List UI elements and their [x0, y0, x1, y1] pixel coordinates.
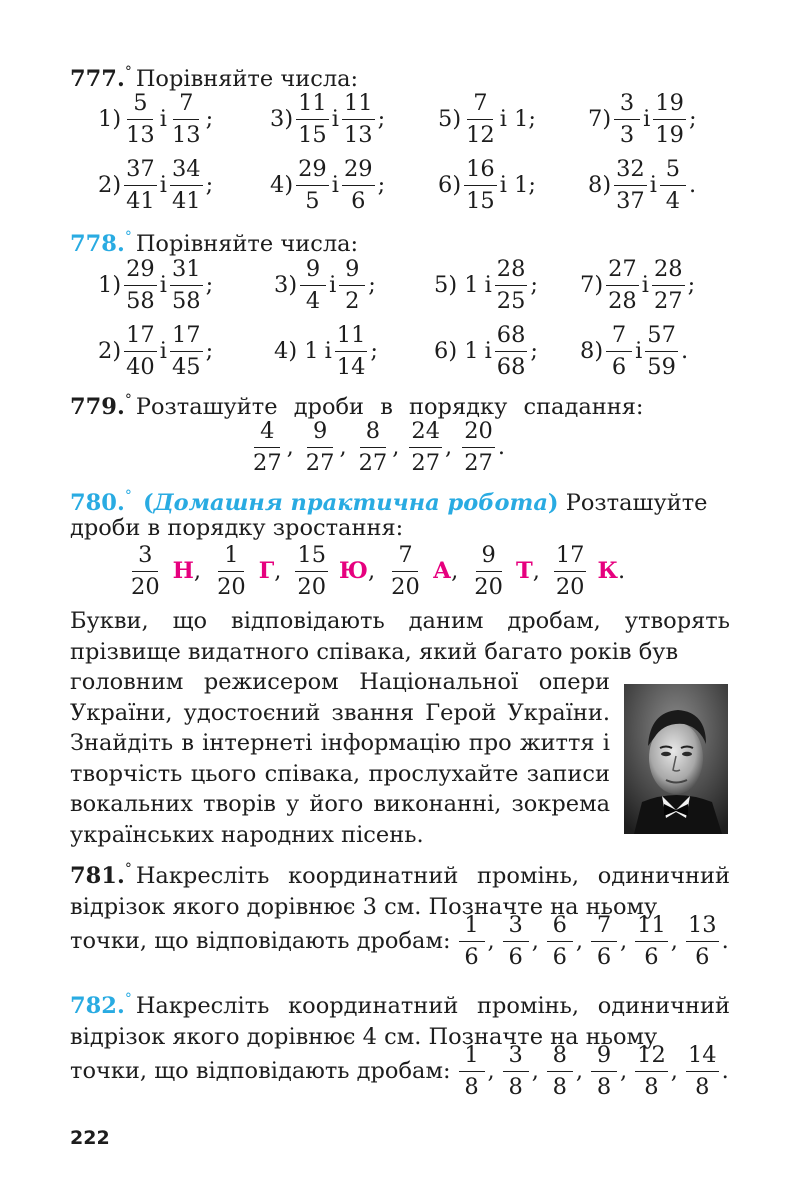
conjunction: і — [159, 338, 167, 364]
fraction — [554, 544, 587, 598]
denominator: 27 — [305, 449, 335, 476]
numerator: 24 — [409, 420, 442, 448]
denominator: 27 — [358, 449, 388, 476]
numerator: 34 — [170, 158, 203, 186]
punctuation: ; — [528, 106, 536, 132]
comparison-item — [580, 324, 688, 378]
punctuation: , — [368, 558, 376, 584]
practical-work-title: Домашня практична робота — [153, 490, 548, 516]
numerator: 8 — [360, 420, 386, 448]
numerator: 29 — [124, 258, 157, 286]
fraction — [606, 324, 632, 378]
exercise-number: 779. — [70, 394, 125, 420]
comparison-item — [438, 92, 536, 146]
denominator: 27 — [411, 449, 441, 476]
fraction — [614, 158, 647, 212]
punctuation: . — [688, 172, 697, 198]
punctuation: ; — [205, 106, 214, 132]
comparison-item — [98, 158, 213, 212]
fraction — [591, 914, 617, 968]
fraction — [170, 258, 203, 312]
fraction — [495, 324, 528, 378]
denominator: 20 — [297, 573, 327, 600]
numerator: 11 — [335, 324, 368, 352]
denominator: 15 — [466, 187, 495, 214]
punctuation: , — [575, 928, 583, 954]
singer-portrait-photo — [624, 684, 728, 834]
item-label: 4) 1 — [274, 338, 319, 364]
numerator: 9 — [476, 544, 502, 572]
item-label: 1) — [98, 106, 122, 132]
numerator: 3 — [503, 914, 529, 942]
numerator: 5 — [660, 158, 686, 186]
fraction — [606, 258, 639, 312]
fraction — [296, 92, 329, 146]
numerator: 13 — [686, 914, 719, 942]
comparison-item — [588, 158, 696, 212]
numerator: 3 — [614, 92, 640, 120]
fraction — [459, 1044, 485, 1098]
denominator: 4 — [305, 287, 321, 314]
numerator: 11 — [296, 92, 329, 120]
comparison-item — [588, 92, 697, 146]
fraction — [124, 258, 157, 312]
numerator: 31 — [170, 258, 203, 286]
comparison-item — [98, 324, 213, 378]
fraction — [686, 1044, 719, 1098]
denominator: 15 — [298, 121, 327, 148]
punctuation: , — [575, 1058, 583, 1084]
numerator: 1 — [218, 544, 244, 572]
denominator: 8 — [464, 1073, 479, 1100]
denominator: 20 — [131, 573, 160, 600]
fraction — [124, 324, 157, 378]
exercise-778-heading — [70, 217, 358, 257]
numerator: 7 — [467, 92, 493, 120]
exercise-777-heading — [70, 52, 358, 92]
exercise-text: Порівняйте числа: — [135, 231, 359, 257]
punctuation: , — [339, 434, 347, 460]
open-paren: ( — [142, 490, 154, 516]
fraction — [295, 544, 328, 598]
punctuation: , — [286, 434, 294, 460]
numerator: 1 — [459, 1044, 485, 1072]
fraction — [129, 544, 162, 598]
denominator: 13 — [126, 121, 155, 148]
letter: Ю — [339, 558, 369, 584]
numerator: 68 — [495, 324, 528, 352]
numerator: 17 — [554, 544, 587, 572]
fraction — [503, 914, 529, 968]
punctuation: ; — [377, 106, 386, 132]
numerator: 11 — [635, 914, 668, 942]
punctuation: , — [531, 928, 539, 954]
numerator: 7 — [173, 92, 199, 120]
exercise-780-line2: дроби в порядку зростання: — [70, 515, 404, 541]
numerator: 28 — [495, 258, 528, 286]
denominator: 8 — [596, 1073, 612, 1100]
conjunction: і — [159, 272, 167, 298]
exercise-781-fractions — [70, 914, 729, 968]
exercise-number: 780. — [70, 490, 125, 516]
numerator: 17 — [124, 324, 157, 352]
denominator: 20 — [217, 573, 246, 600]
numerator: 16 — [464, 158, 497, 186]
denominator: 20 — [555, 573, 585, 600]
letter: Г — [258, 558, 275, 584]
denominator: 19 — [655, 121, 684, 148]
fraction — [389, 544, 422, 598]
fraction — [547, 914, 573, 968]
numerator: 29 — [342, 158, 375, 186]
degree-mark: ° — [124, 991, 132, 1007]
punctuation: ; — [377, 172, 386, 198]
denominator: 25 — [496, 287, 526, 314]
denominator: 6 — [611, 353, 627, 380]
numerator: 27 — [606, 258, 639, 286]
denominator: 59 — [647, 353, 676, 380]
item-label: 1) — [98, 272, 122, 298]
denominator: 37 — [616, 187, 645, 214]
letter: Н — [172, 558, 194, 584]
denominator: 6 — [464, 943, 479, 970]
numerator: 7 — [392, 544, 418, 572]
punctuation: ; — [368, 272, 376, 298]
fraction — [686, 914, 719, 968]
denominator: 8 — [695, 1073, 710, 1100]
numerator: 11 — [342, 92, 375, 120]
denominator: 20 — [474, 573, 503, 600]
numerator: 6 — [547, 914, 573, 942]
denominator: 20 — [391, 573, 420, 600]
conjunction: і — [329, 272, 337, 298]
fraction — [645, 324, 678, 378]
numerator: 19 — [653, 92, 686, 120]
denominator: 8 — [644, 1073, 659, 1100]
item-label: 5) — [438, 106, 462, 132]
conjunction: і — [159, 106, 167, 132]
exercise-text: Розташуйте дроби в порядку спадання: — [135, 394, 644, 420]
comparison-item — [274, 324, 378, 378]
punctuation: . — [721, 928, 729, 954]
punctuation: ; — [205, 172, 214, 198]
numerator: 29 — [296, 158, 329, 186]
denominator: 8 — [508, 1073, 523, 1100]
exercise-782-text — [70, 984, 730, 1052]
comparison-item — [580, 258, 695, 312]
fraction — [215, 544, 248, 598]
punctuation: , — [274, 558, 282, 584]
punctuation: . — [617, 558, 626, 584]
punctuation: , — [670, 928, 678, 954]
punctuation: . — [721, 1058, 729, 1084]
numerator: 9 — [300, 258, 326, 286]
denominator: 13 — [343, 121, 373, 148]
degree-mark: ° — [124, 229, 132, 245]
denominator: 8 — [552, 1073, 567, 1100]
numerator: 9 — [591, 1044, 617, 1072]
denominator: 68 — [496, 353, 526, 380]
denominator: 41 — [126, 187, 155, 214]
fraction — [124, 158, 157, 212]
fraction — [335, 324, 368, 378]
fraction — [660, 158, 686, 212]
denominator: 28 — [608, 287, 637, 314]
conjunction: і — [643, 106, 651, 132]
punctuation: , — [487, 1058, 495, 1084]
fraction — [170, 324, 203, 378]
denominator: 13 — [171, 121, 201, 148]
denominator: 27 — [653, 287, 683, 314]
numerator: 32 — [614, 158, 647, 186]
fraction — [652, 258, 685, 312]
fraction — [503, 1044, 529, 1098]
denominator: 6 — [695, 943, 710, 970]
item-label: 7) — [588, 106, 612, 132]
punctuation: , — [532, 558, 540, 584]
item-label: 2) — [98, 172, 122, 198]
fraction — [124, 92, 157, 146]
denominator: 6 — [351, 187, 366, 214]
exercise-text: Розташуйте — [565, 490, 708, 516]
numerator: 4 — [254, 420, 280, 448]
punctuation: ; — [370, 338, 378, 364]
numerator: 57 — [645, 324, 678, 352]
comparison-item — [98, 258, 213, 312]
punctuation: , — [193, 558, 202, 584]
denominator: 3 — [619, 121, 635, 148]
fraction — [300, 258, 326, 312]
fraction — [342, 158, 375, 212]
fraction — [357, 420, 390, 474]
fraction — [653, 92, 686, 146]
punctuation: ; — [528, 172, 536, 198]
punctuation: , — [487, 928, 495, 954]
letter: А — [432, 558, 452, 584]
numerator: 7 — [591, 914, 617, 942]
comparison-item — [270, 92, 385, 146]
conjunction: і 1 — [499, 106, 529, 132]
fraction — [614, 92, 640, 146]
punctuation: ; — [530, 338, 538, 364]
denominator: 58 — [126, 287, 155, 314]
fraction — [296, 158, 329, 212]
numerator: 12 — [635, 1044, 668, 1072]
item-label: 8) — [588, 172, 612, 198]
denominator: 6 — [644, 943, 659, 970]
punctuation: ; — [687, 272, 696, 298]
degree-mark: ° — [124, 488, 132, 504]
letter: Т — [515, 558, 533, 584]
exercise-number: 782. — [70, 993, 125, 1019]
numerator: 3 — [132, 544, 158, 572]
conjunction: і 1 — [499, 172, 529, 198]
exercise-780-paragraph-wrap: головним режисером Національної опери України, удостоєний звання Герой України. Знайдіть в інтернеті інформацію про життя і творчість цього співака, прослухайте записи вокальних творів у його виконанні, зокрема українських народних пісень. — [70, 669, 610, 848]
comparison-item — [270, 158, 385, 212]
fraction — [339, 258, 365, 312]
fraction — [251, 420, 284, 474]
fraction — [170, 92, 203, 146]
item-label: 5) 1 — [434, 272, 479, 298]
denominator: 4 — [665, 187, 681, 214]
denominator: 12 — [466, 121, 495, 148]
denominator: 45 — [171, 353, 201, 380]
comparison-item — [434, 324, 538, 378]
comparison-item — [274, 258, 376, 312]
numerator: 15 — [295, 544, 328, 572]
fraction-list — [248, 420, 505, 474]
punctuation: , — [445, 434, 453, 460]
numerator: 5 — [127, 92, 153, 120]
fraction — [495, 258, 528, 312]
fraction — [635, 1044, 668, 1098]
page-number: 222 — [70, 1127, 110, 1149]
denominator: 27 — [253, 449, 282, 476]
exercise-number: 777. — [70, 66, 125, 92]
item-label: 7) — [580, 272, 604, 298]
numerator: 37 — [124, 158, 157, 186]
fraction — [464, 92, 497, 146]
punctuation: , — [451, 558, 459, 584]
exercise-780-paragraph-top: Букви, що відповідають даним дробам, утворять прізвище видатного співака, який багато років був — [70, 608, 730, 665]
numerator: 9 — [307, 420, 333, 448]
fraction — [464, 158, 497, 212]
numerator: 1 — [459, 914, 485, 942]
fraction — [472, 544, 505, 598]
conjunction: і — [324, 338, 332, 364]
numerator: 8 — [547, 1044, 573, 1072]
item-label: 3) — [274, 272, 298, 298]
punctuation: ; — [688, 106, 697, 132]
letter: К — [597, 558, 618, 584]
fraction-lead-text: точки, що відповідають дробам: — [70, 1058, 451, 1084]
denominator: 40 — [126, 353, 155, 380]
conjunction: і — [484, 272, 492, 298]
conjunction: і — [159, 172, 167, 198]
denominator: 58 — [171, 287, 201, 314]
item-label: 3) — [270, 106, 294, 132]
item-label: 2) — [98, 338, 122, 364]
item-label: 6) 1 — [434, 338, 479, 364]
exercise-text: Накресліть координатний промінь, одиничний відрізок якого дорівнює 4 см. Позначте на ньому — [70, 993, 730, 1050]
punctuation: , — [670, 1058, 678, 1084]
exercise-779-heading — [70, 380, 730, 420]
punctuation: ; — [205, 272, 214, 298]
item-label: 6) — [438, 172, 462, 198]
exercise-text: Порівняйте числа: — [135, 66, 359, 92]
punctuation: . — [680, 338, 689, 364]
fraction — [409, 420, 442, 474]
item-label: 8) — [580, 338, 604, 364]
exercise-782-fractions — [70, 1044, 729, 1098]
denominator: 5 — [305, 187, 320, 214]
denominator: 27 — [464, 449, 493, 476]
degree-mark: ° — [124, 64, 132, 80]
exercise-text: Накресліть координатний промінь, одиничний відрізок якого дорівнює 3 см. Позначте на ньому — [70, 863, 730, 920]
punctuation: ; — [530, 272, 538, 298]
denominator: 2 — [345, 287, 360, 314]
denominator: 6 — [508, 943, 523, 970]
denominator: 14 — [336, 353, 366, 380]
portrait-illustration — [624, 684, 728, 834]
numerator: 20 — [462, 420, 495, 448]
exercise-number: 781. — [70, 863, 125, 889]
punctuation: , — [531, 1058, 539, 1084]
numerator: 14 — [686, 1044, 719, 1072]
degree-mark: ° — [124, 392, 132, 408]
denominator: 6 — [596, 943, 612, 970]
punctuation: , — [620, 1058, 628, 1084]
comparison-item — [98, 92, 213, 146]
fraction — [635, 914, 668, 968]
fraction — [342, 92, 375, 146]
conjunction: і — [331, 172, 339, 198]
conjunction: і — [484, 338, 492, 364]
fraction — [459, 914, 485, 968]
fraction — [547, 1044, 573, 1098]
exercise-781-text — [70, 854, 730, 922]
exercise-number: 778. — [70, 231, 125, 257]
degree-mark: ° — [124, 861, 132, 877]
conjunction: і — [331, 106, 339, 132]
punctuation: , — [392, 434, 400, 460]
fraction — [462, 420, 495, 474]
numerator: 3 — [503, 1044, 529, 1072]
numerator: 9 — [339, 258, 365, 286]
fraction-letter-list — [126, 544, 625, 598]
conjunction: і — [641, 272, 649, 298]
fraction-lead-text: точки, що відповідають дробам: — [70, 928, 451, 954]
numerator: 28 — [652, 258, 685, 286]
conjunction: і — [649, 172, 657, 198]
fraction — [591, 1044, 617, 1098]
close-paren: ) — [547, 490, 559, 516]
fraction — [304, 420, 337, 474]
punctuation: , — [620, 928, 628, 954]
fraction — [170, 158, 203, 212]
comparison-item — [438, 158, 536, 212]
item-label: 4) — [270, 172, 294, 198]
denominator: 41 — [171, 187, 201, 214]
punctuation: ; — [205, 338, 214, 364]
conjunction: і — [635, 338, 643, 364]
numerator: 7 — [606, 324, 632, 352]
comparison-item — [434, 258, 538, 312]
numerator: 17 — [170, 324, 203, 352]
punctuation: . — [497, 434, 505, 460]
denominator: 6 — [552, 943, 567, 970]
